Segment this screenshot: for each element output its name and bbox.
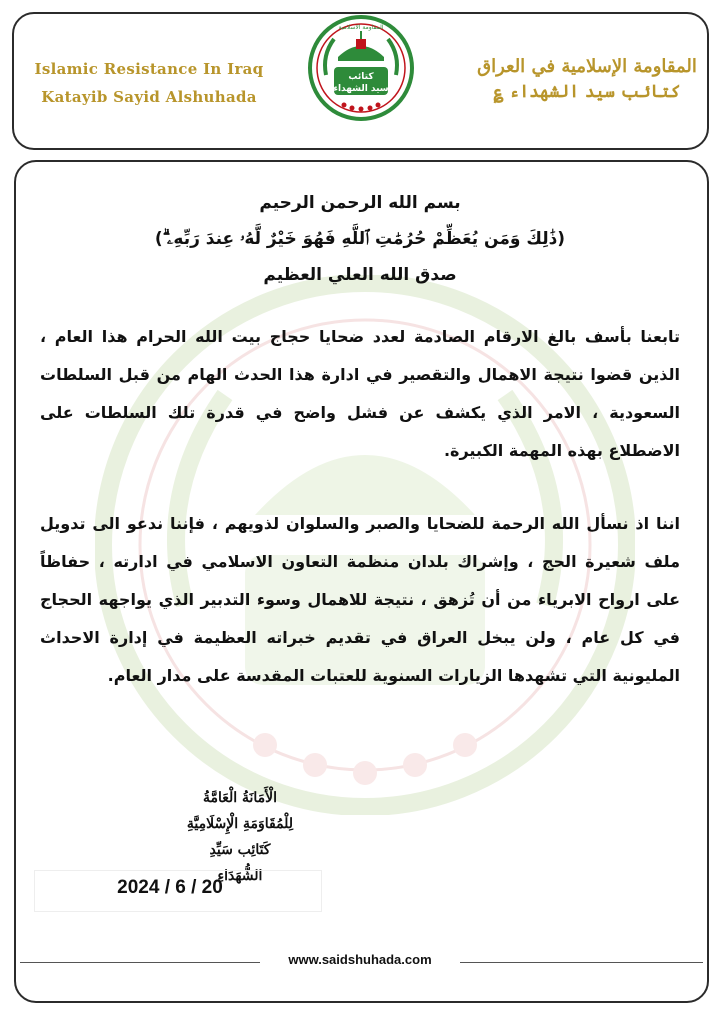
quran-verse: (ذَٰلِكَ وَمَن يُعَظِّمْ حُرُمَٰتِ ٱللَّهِ فَهُوَ خَيْرٌ لَّهُۥ عِندَ رَبِّهِۦ ۗ) xyxy=(154,229,566,249)
statement-paragraph-1: تابعنا بأسف بالغ الارقام الصادمة لعدد ضحايا حجاج بيت الله الحرام هذا العام ، الذين قضوا نتيجة الاهمال والتقصير في ادارة هذا الحدث الهام من قبل السلطات السعودية ، الامر الذي يكشف عن فشل واضح في قدرة تلك السلطات على الاضطلاع بهذه المهمة الكبيرة. xyxy=(40,327,680,460)
website-link[interactable]: www.saidshuhada.com xyxy=(288,952,432,967)
statement-paragraph-2: اننا اذ نسأل الله الرحمة للضحايا والصبر والسلوان لذويهم ، فإننا ندعو الى تدويل ملف شعيرة الحج ، وإشراك بلدان منظمة التعاون الاسلامي في ادارته ، حفاظاً على ارواح الابرياء من أن تُزهق ، نتيجة للاهمال وسوء التدبير الذي يواجهه الحجاج في كل عام ، ولن يبخل العراق في تقديم خبراته العظيمة في إدارة الاحداث المليونية التي تشهدها الزيارات السنوية للعتبات المقدسة على مدار العام. xyxy=(40,514,680,685)
signature-line-2: لِلْمُقَاوَمَةِ الْإِسْلَامِيَّةِ xyxy=(186,816,294,832)
logo-text-line1: كتائب xyxy=(348,72,374,82)
closing-phrase: صدق الله العلي العظيم xyxy=(263,265,457,285)
signature-line-3: كَتَائِب سَيِّدِ الشُّهَدَاءِ xyxy=(209,842,271,884)
english-org-name: Islamic Resistance In Iraq xyxy=(34,60,264,78)
footer xyxy=(20,952,703,972)
statement-date: 2024 / 6 / 20 xyxy=(117,877,223,898)
arabic-org-name-line1: المقاومة الإسلامية في العراق xyxy=(477,56,697,77)
footer-divider-left xyxy=(20,962,260,963)
logo-top-text: المقاومة الاسلامية xyxy=(338,24,384,31)
organization-logo xyxy=(308,15,414,121)
arabic-org-name xyxy=(477,56,697,102)
basmala: بسم الله الرحمن الرحيم xyxy=(259,193,461,213)
opening-section xyxy=(60,185,660,293)
footer-divider-right xyxy=(460,962,703,963)
logo-text-line2: سيد الشهداء xyxy=(333,84,389,94)
arabic-org-name-line2: كتائب سيد الشهداء ؏ xyxy=(493,82,681,102)
english-brigade-name: Katayib Sayid Alshuhada xyxy=(41,88,257,106)
signature-line-1: الْأَمَانَةُ الْعَامَّةُ xyxy=(202,790,278,806)
